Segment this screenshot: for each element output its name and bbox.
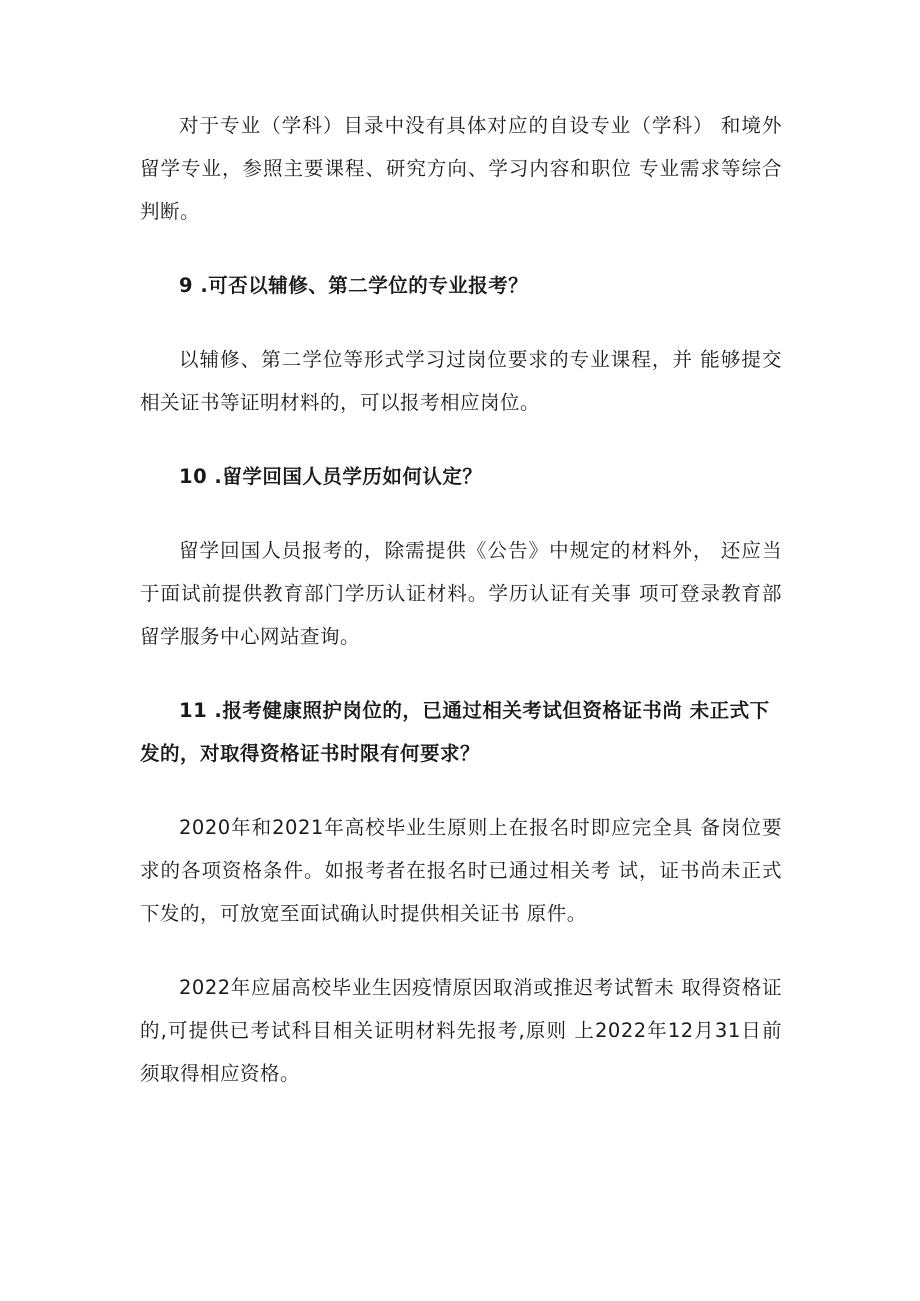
document-body [140,104,782,1095]
heading-q9: 9 .可否以辅修、第二学位的专业报考？ [179,274,529,297]
paragraph-q11-answer-2020-2021: 2020年和2021年高校毕业生原则上在报名时即应完全具 备岗位要求的各项资格条件。如报考者在报名时已通过相关考 试，证书尚未正式下发的，可放宽至面试确认时提供相关证书 原件。 [140,816,782,925]
paragraph-self-set-major: 对于专业（学科）目录中没有具体对应的自设专业（学科） 和境外留学专业，参照主要课程、研究方向、学习内容和职位 专业需求等综合判断。 [140,114,782,223]
heading-q10: 10 .留学回国人员学历如何认定？ [179,465,483,488]
heading-q11: 11 .报考健康照护岗位的，已通过相关考试但资格证书尚 未正式下发的，对取得资格证书时限有何要求？ [140,699,770,765]
paragraph-q11-answer-2022: 2022年应届高校毕业生因疫情原因取消或推迟考试暂未 取得资格证的,可提供已考试科目相关证明材料先报考,原则 上2022年12月31日前须取得相应资格。 [140,976,782,1085]
paragraph-q10-answer: 留学回国人员报考的，除需提供《公告》中规定的材料外， 还应当于面试前提供教育部门学历认证材料。学历认证有关事 项可登录教育部留学服务中心网站查询。 [140,539,782,648]
paragraph-q9-answer: 以辅修、第二学位等形式学习过岗位要求的专业课程，并 能够提交相关证书等证明材料的，可以报考相应岗位。 [140,348,782,414]
